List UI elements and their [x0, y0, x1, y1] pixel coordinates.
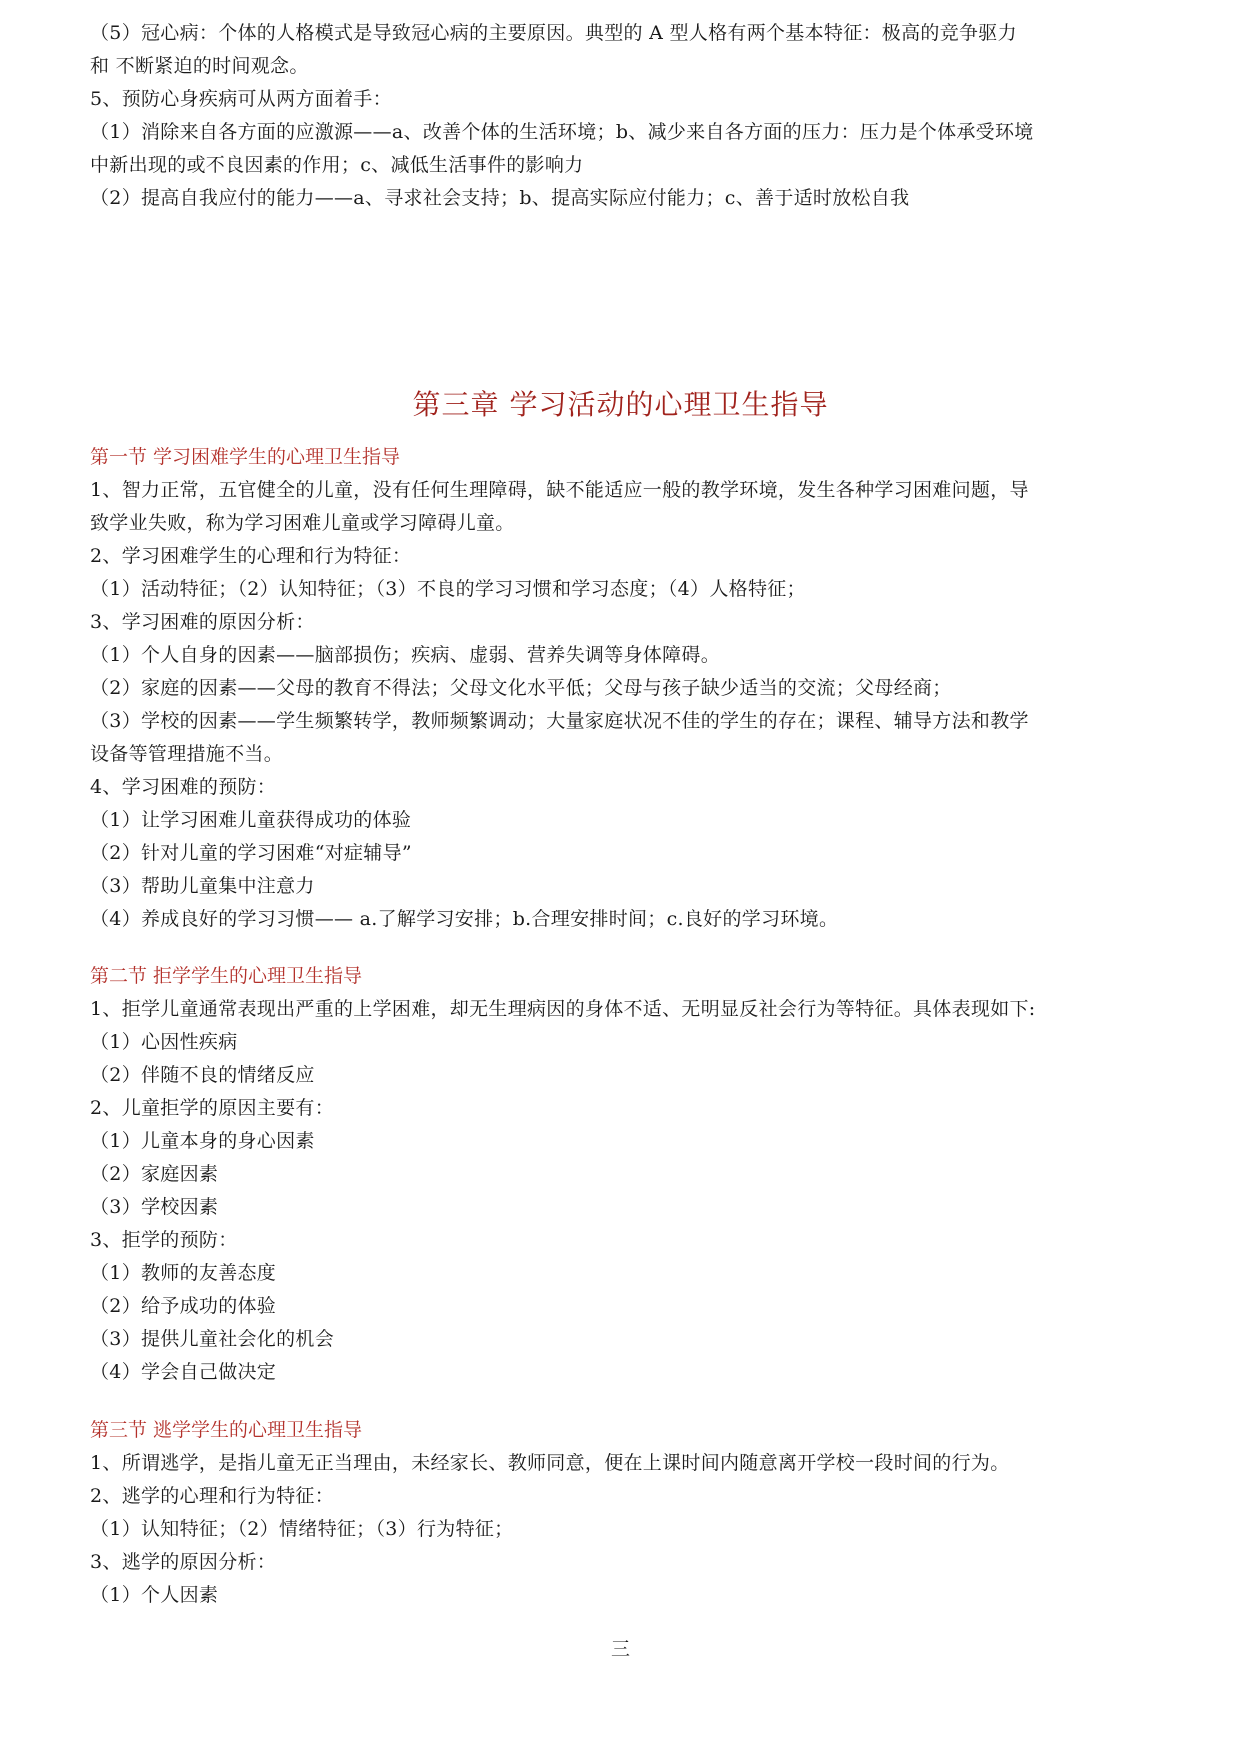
text-line: （1）让学习困难儿童获得成功的体验 — [90, 809, 412, 831]
text-line: （5）冠心病：个体的人格模式是导致冠心病的主要原因。典型的 A 型人格有两个基本特征：极高的竞争驱力 — [90, 22, 1017, 44]
text-line: 2、儿童拒学的原因主要有： — [90, 1097, 334, 1119]
page-number: 三 — [610, 1638, 630, 1660]
text-line: 1、所谓逃学，是指儿童无正当理由，未经家长、教师同意，便在上课时间内随意离开学校一段时间的行为。 — [90, 1452, 1010, 1474]
text-line: 中新出现的或不良因素的作用；c、减低生活事件的影响力 — [90, 154, 584, 176]
text-line: （1）儿童本身的身心因素 — [90, 1130, 315, 1152]
text-line: （3）学校因素 — [90, 1196, 219, 1218]
text-line: 3、学习困难的原因分析： — [90, 611, 315, 633]
section-truancy — [90, 1414, 1155, 1612]
text-line: 3、拒学的预防： — [90, 1229, 238, 1251]
text-line: 5、预防心身疾病可从两方面着手： — [90, 88, 392, 110]
text-line: 致学业失败，称为学习困难儿童或学习障碍儿童。 — [90, 512, 515, 534]
text-line: 和 不断紧迫的时间观念。 — [90, 55, 309, 77]
text-line: （2）家庭的因素——父母的教育不得法；父母文化水平低；父母与孩子缺少适当的交流；父母经商； — [90, 677, 952, 699]
section-heading: 第一节 学习困难学生的心理卫生指导 — [90, 446, 401, 468]
text-line: （2）伴随不良的情绪反应 — [90, 1064, 315, 1086]
text-line: （4）学会自己做决定 — [90, 1361, 277, 1383]
text-line: （1）个人因素 — [90, 1584, 219, 1606]
section-learning-difficulty — [90, 441, 1155, 936]
section-heading: 第三节 逃学学生的心理卫生指导 — [90, 1419, 363, 1441]
text-line: （1）消除来自各方面的应激源——a、改善个体的生活环境；b、减少来自各方面的压力：压力是个体承受环境 — [90, 121, 1034, 143]
text-line: （2）针对儿童的学习困难“对症辅导” — [90, 842, 412, 864]
text-line: 2、学习困难学生的心理和行为特征： — [90, 545, 412, 567]
text-line: 1、智力正常，五官健全的儿童，没有任何生理障碍，缺不能适应一般的教学环境，发生各种学习困难问题，导 — [90, 479, 1029, 501]
text-line: （2）家庭因素 — [90, 1163, 219, 1185]
text-line: （1）教师的友善态度 — [90, 1262, 277, 1284]
text-line: （2）提高自我应付的能力——a、寻求社会支持；b、提高实际应付能力；c、善于适时放松自我 — [90, 187, 910, 209]
text-line: （4）养成良好的学习习惯—— a.了解学习安排；b.合理安排时间；c.良好的学习环境。 — [90, 908, 839, 930]
section-school-refusal — [90, 960, 1155, 1389]
text-line: 3、逃学的原因分析： — [90, 1551, 277, 1573]
text-line: （1）活动特征；（2）认知特征；（3）不良的学习习惯和学习态度；（4）人格特征； — [90, 578, 806, 600]
text-line: 2、逃学的心理和行为特征： — [90, 1485, 334, 1507]
text-line: （2）给予成功的体验 — [90, 1295, 277, 1317]
section-heading: 第二节 拒学学生的心理卫生指导 — [90, 965, 363, 987]
text-line: （3）学校的因素——学生频繁转学，教师频繁调动；大量家庭状况不佳的学生的存在；课程、辅导方法和教学 — [90, 710, 1029, 732]
text-line: 设备等管理措施不当。 — [90, 743, 284, 765]
text-line: （1）心因性疾病 — [90, 1031, 238, 1053]
text-line: 1、拒学儿童通常表现出严重的上学困难，却无生理病因的身体不适、无明显反社会行为等特征。具体表现如下: — [90, 998, 1036, 1020]
text-line: （3）提供儿童社会化的机会 — [90, 1328, 334, 1350]
text-line: （3）帮助儿童集中注意力 — [90, 875, 315, 897]
text-line: （1）个人自身的因素——脑部损伤；疾病、虚弱、营养失调等身体障碍。 — [90, 644, 720, 666]
text-line: （1）认知特征；（2）情绪特征；（3）行为特征； — [90, 1518, 514, 1540]
chapter-title: 第三章 学习活动的心理卫生指导 — [412, 388, 829, 421]
text-line: 4、学习困难的预防： — [90, 776, 277, 798]
previous-section-continuation — [90, 17, 1155, 215]
